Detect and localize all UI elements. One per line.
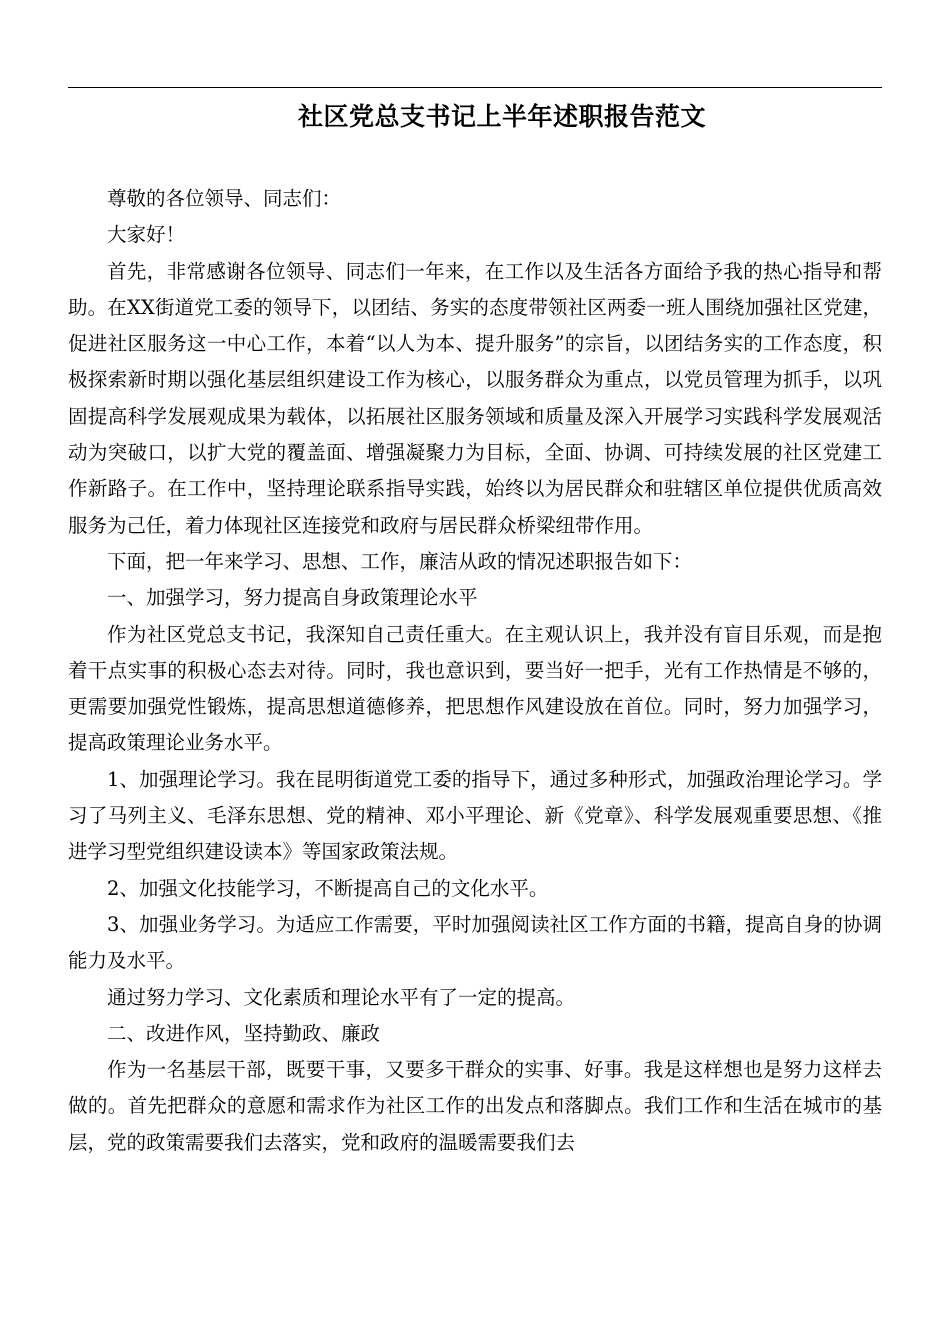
body-paragraph: 作为社区党总支书记，我深知自己责任重大。在主观认识上，我并没有盲目乐观，而是抱着干点实事的积极心态去对待。同时，我也意识到，要当好一把手，光有工作热情是不够的，更需要加强党性锻炼，提高思想道德修养，把思想作风建设放在首位。同时，努力加强学习，提高政策理论业务水平。 xyxy=(68,622,882,755)
body-paragraph: 通过努力学习、文化素质和理论水平有了一定的提高。 xyxy=(107,985,576,1009)
document-title: 社区党总支书记上半年述职报告范文 xyxy=(297,102,706,131)
document-body xyxy=(68,181,882,1161)
header-rule xyxy=(68,87,882,88)
body-paragraph: 作为一名基层干部，既要干事，又要多干群众的实事、好事。我是这样想也是努力这样去做的。首先把群众的意愿和需求作为社区工作的出发点和落脚点。我们工作和生活在城市的基层，党的政策需要我们去落实，党和政府的温暖需要我们去 xyxy=(68,1058,882,1154)
body-paragraph: 下面，把一年来学习、思想、工作，廉洁从政的情况述职报告如下： xyxy=(107,549,693,573)
salutation: 尊敬的各位领导、同志们： xyxy=(107,187,342,210)
list-item: 2、加强文化技能学习，不断提高自己的文化水平。 xyxy=(107,876,549,900)
greeting: 大家好！ xyxy=(107,223,186,247)
list-item: 3、加强业务学习。为适应工作需要，平时加强阅读社区工作方面的书籍，提高自身的协调能力及水平。 xyxy=(68,912,882,973)
body-paragraph: 首先，非常感谢各位领导、同志们一年来，在工作以及生活各方面给予我的热心指导和帮助。在XX街道党工委的领导下，以团结、务实的态度带领社区两委一班人围绕加强社区党建，促进社区服务这一中心工作，本着“以人为本、提升服务”的宗旨，以团结务实的工作态度，积极探索新时期以强化基层组织建设工作为核心，以服务群众为重点，以党员管理为抓手，以巩固提高科学发展观成果为载体，以拓展社区服务领域和质量及深入开展学习实践科学发展观活动为突破口，以扩大党的覆盖面、增强凝聚力为目标，全面、协调、可持续发展的社区党建工作新路子。在工作中，坚持理论联系指导实践，始终以为居民群众和驻辖区单位提供优质高效服务为己任，着力体现社区连接党和政府与居民群众桥梁纽带作用。 xyxy=(68,259,882,537)
list-item: 1、加强理论学习。我在昆明街道党工委的指导下，通过多种形式，加强政治理论学习。学习了马列主义、毛泽东思想、党的精神、邓小平理论、新《党章》、科学发展观重要思想、《推进学习型党组织建设读本》等国家政策法规。 xyxy=(68,767,882,864)
section-heading: 一、加强学习，努力提高自身政策理论水平 xyxy=(107,586,478,610)
section-heading: 二、改进作风，坚持勤政、廉政 xyxy=(107,1021,381,1045)
